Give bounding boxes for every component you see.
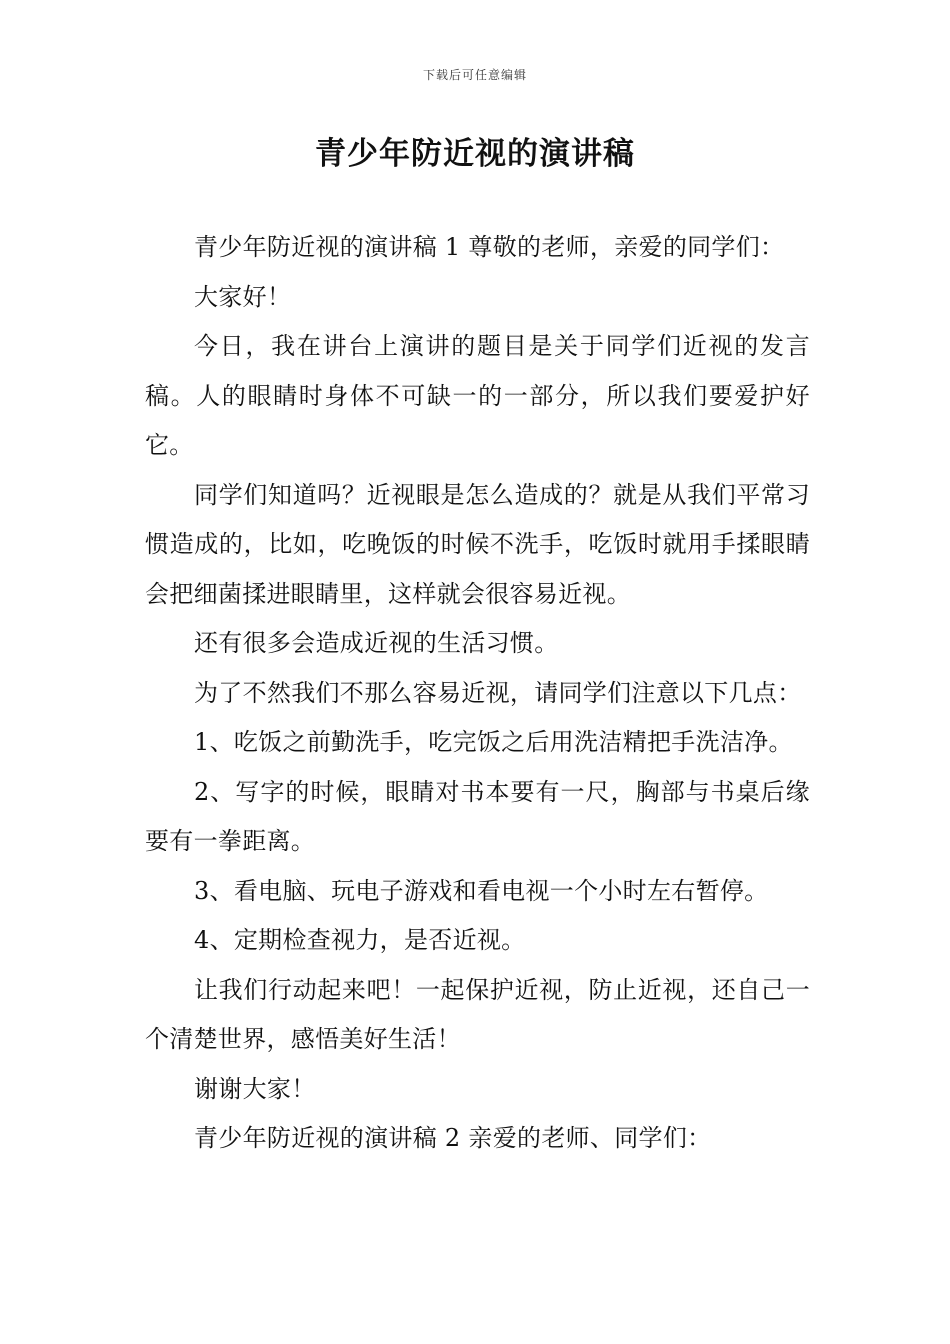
document-body <box>145 223 810 1164</box>
paragraph-speech-2-heading: 青少年防近视的演讲稿 2 亲爱的老师、同学们： <box>194 1124 712 1152</box>
paragraph-topic: 今日，我在讲台上演讲的题目是关于同学们近视的发言稿。人的眼睛时身体不可缺一的一部分，所以我们要爱护好它。 <box>145 332 810 459</box>
list-item-tip-2: 2、写字的时候，眼睛对书本要有一尺，胸部与书桌后缘要有一拳距离。 <box>145 777 810 855</box>
paragraph-cause: 同学们知道吗？近视眼是怎么造成的？就是从我们平常习惯造成的，比如，吃晚饭的时候不洗手，吃饭时就用手揉眼睛会把细菌揉进眼睛里，这样就会很容易近视。 <box>145 480 810 608</box>
paragraph-tips-intro: 为了不然我们不那么容易近视，请同学们注意以下几点： <box>194 678 802 707</box>
list-item-tip-3: 3、看电脑、玩电子游戏和看电视一个小时左右暂停。 <box>194 876 769 905</box>
document-title: 青少年防近视的演讲稿 <box>315 136 635 172</box>
paragraph-thanks: 谢谢大家！ <box>194 1074 316 1103</box>
paragraph-habits: 还有很多会造成近视的生活习惯。 <box>194 629 559 657</box>
list-item-tip-4: 4、定期检查视力，是否近视。 <box>194 926 526 954</box>
paragraph-call-to-action: 让我们行动起来吧！一起保护近视，防止近视，还自己一个清楚世界，感悟美好生活！ <box>145 975 810 1053</box>
paragraph-greeting-heading: 青少年防近视的演讲稿 1 尊敬的老师，亲爱的同学们： <box>194 233 785 261</box>
paragraph-hello: 大家好！ <box>194 282 292 311</box>
list-item-tip-1: 1、吃饭之前勤洗手，吃完饭之后用洗洁精把手洗洁净。 <box>194 728 793 756</box>
header-note: 下载后可任意编辑 <box>422 68 527 82</box>
